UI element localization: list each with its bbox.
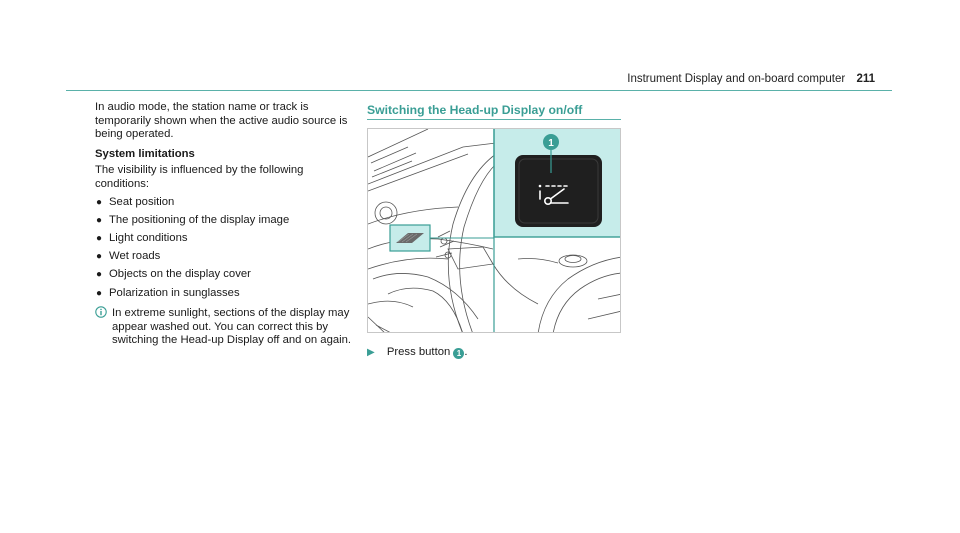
bullet-icon: ● <box>96 251 103 263</box>
cockpit-illustration <box>368 129 621 333</box>
button-number-badge: 1 <box>453 348 464 359</box>
list-item: ● Wet roads <box>96 250 161 263</box>
bullet-icon: ● <box>96 214 103 226</box>
system-limitations-heading: System limitations <box>95 147 195 160</box>
list-item: ● Objects on the display cover <box>96 268 251 281</box>
list-item: ● Polarization in sunglasses <box>96 286 240 299</box>
bullet-icon: ● <box>96 232 103 244</box>
note-text: In extreme sunlight, sections of the display may appear washed out. You can correct this by switching the Head-up Display off and on again. <box>112 307 352 347</box>
step-text: Press button <box>386 346 451 358</box>
section-rule <box>367 119 621 120</box>
header-rule <box>66 90 892 91</box>
list-item: ● Seat position <box>96 195 175 208</box>
section-title: Switching the Head-up Display on/off <box>367 103 583 117</box>
triangle-right-icon: ▶ <box>367 347 375 358</box>
conditions-lead: The visibility is influenced by the following conditions: <box>95 164 304 190</box>
page-number: 211 <box>856 73 875 85</box>
list-item: ● The positioning of the display image <box>96 213 290 226</box>
instruction-step <box>367 346 468 359</box>
callout-number: 1 <box>548 138 554 149</box>
bullet-icon: ● <box>96 196 103 208</box>
figure-illustration <box>367 128 621 333</box>
step-suffix: . <box>464 346 468 358</box>
conditions-list <box>95 196 353 301</box>
info-circle-icon <box>95 306 107 318</box>
hud-button <box>515 155 602 227</box>
bullet-icon: ● <box>96 287 103 299</box>
list-item: ● Light conditions <box>96 231 188 244</box>
bullet-icon: ● <box>96 269 103 281</box>
info-note <box>95 307 353 348</box>
intro-paragraph: In audio mode, the station name or track is temporarily shown when the active audio source is being operated. <box>95 101 348 141</box>
left-column <box>95 101 353 348</box>
running-header <box>627 73 875 85</box>
header-title: Instrument Display and on-board computer <box>627 73 846 85</box>
